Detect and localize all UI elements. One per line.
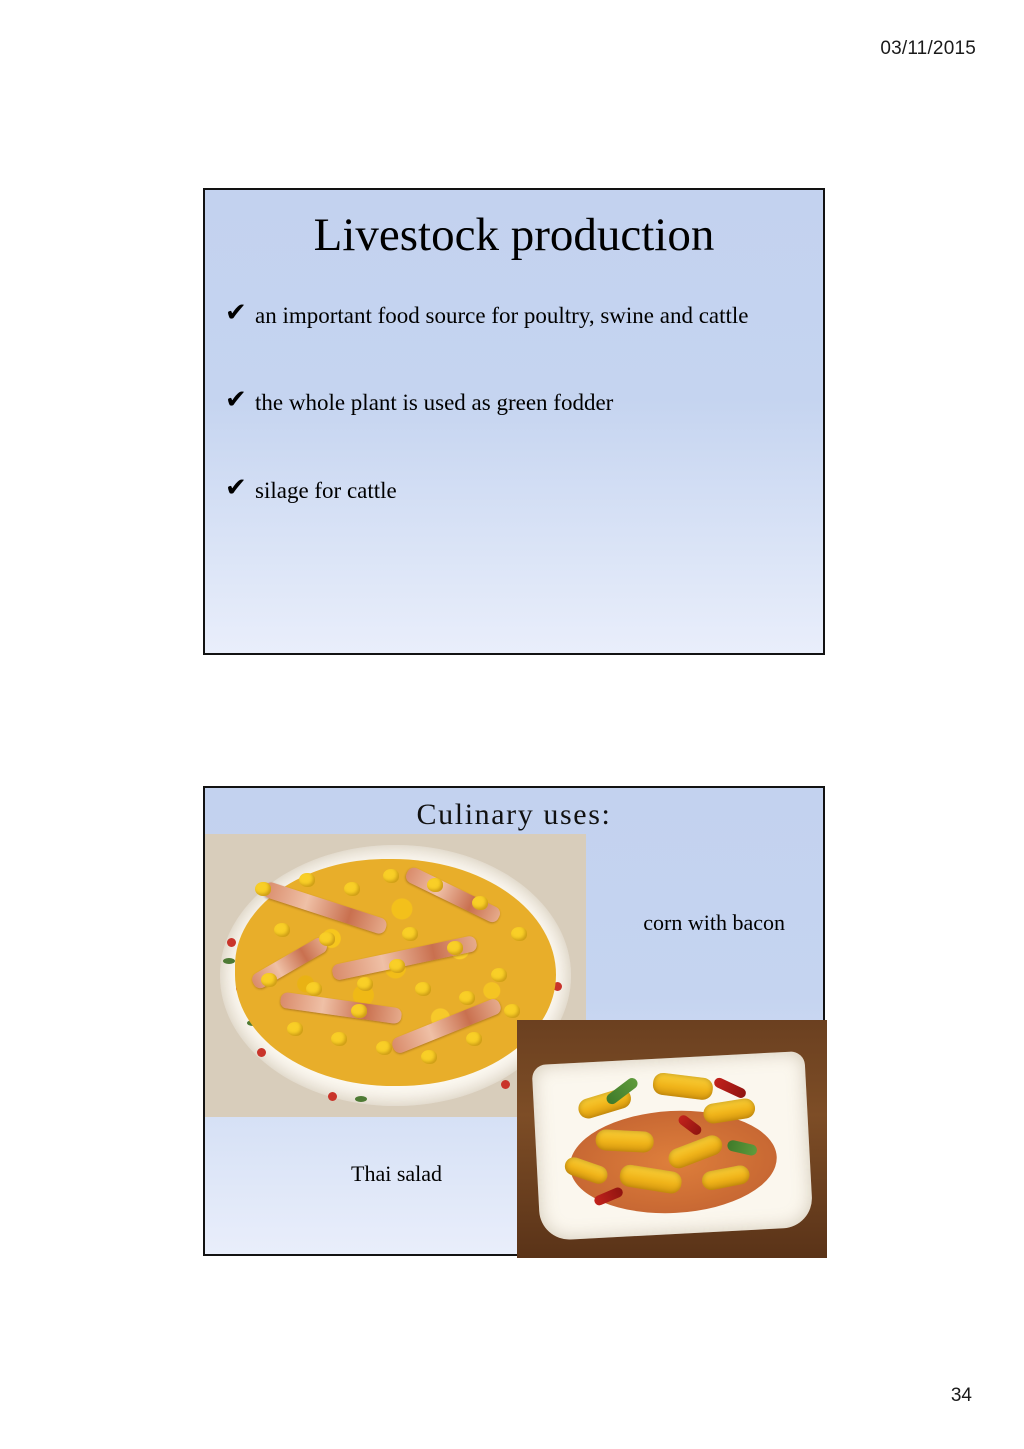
corn-kernel — [376, 1041, 392, 1055]
list-item-label: an important food source for poultry, swine and cattle — [255, 302, 749, 328]
plate-floral-decoration — [257, 1048, 266, 1057]
slide-title: Culinary uses: — [416, 798, 612, 831]
list-item — [217, 297, 823, 330]
baby-corn-cob — [702, 1097, 756, 1125]
corn-kernel — [466, 1032, 482, 1046]
corn-kernel — [504, 1004, 520, 1018]
corn-kernel — [389, 959, 405, 973]
corn-kernel — [357, 977, 373, 991]
corn-kernel — [447, 941, 463, 955]
corn-kernel — [491, 968, 507, 982]
corn-kernel — [274, 923, 290, 937]
plate-shape — [531, 1051, 813, 1241]
caption-thai-salad: Thai salad — [351, 1161, 443, 1186]
plate-floral-decoration — [328, 1092, 337, 1101]
baby-corn-cob — [595, 1130, 654, 1154]
corn-kernel — [511, 927, 527, 941]
red-chili — [712, 1076, 747, 1099]
corn-kernel — [402, 927, 418, 941]
corn-kernel — [459, 991, 475, 1005]
list-item — [217, 472, 823, 505]
corn-kernel — [351, 1004, 367, 1018]
thai-corn-salad-photo — [517, 1020, 827, 1258]
corn-kernel — [287, 1022, 303, 1036]
plate-leaf-decoration — [223, 958, 235, 964]
corn-kernel-pile — [235, 859, 555, 1085]
checkmark-icon: ✔ — [225, 385, 247, 416]
slide-title: Livestock production — [313, 209, 715, 261]
plate-floral-decoration — [227, 938, 236, 947]
corn-kernel — [299, 873, 315, 887]
corn-kernel — [344, 882, 360, 896]
baby-corn-cob — [651, 1071, 713, 1100]
list-item-label: the whole plant is used as green fodder — [255, 390, 614, 416]
plate-floral-decoration — [501, 1080, 510, 1089]
corn-kernel — [306, 982, 322, 996]
plate-leaf-decoration — [355, 1096, 367, 1102]
checkmark-icon: ✔ — [225, 472, 247, 503]
corn-kernel — [319, 932, 335, 946]
corn-kernel — [415, 982, 431, 996]
checkmark-icon: ✔ — [225, 297, 247, 328]
corn-kernel — [427, 878, 443, 892]
bacon-strip — [390, 997, 503, 1055]
corn-kernel — [255, 882, 271, 896]
caption-corn-with-bacon: corn with bacon — [643, 910, 785, 935]
list-item — [217, 385, 823, 417]
date-stamp: 03/11/2015 — [880, 38, 976, 59]
corn-kernel — [331, 1032, 347, 1046]
corn-kernel — [472, 896, 488, 910]
corn-kernel — [383, 869, 399, 883]
corn-kernel — [421, 1050, 437, 1064]
list-item-label: silage for cattle — [255, 477, 397, 503]
slide-livestock-production — [203, 188, 825, 655]
slide-culinary-uses — [203, 786, 825, 1256]
bacon-strip — [280, 991, 403, 1024]
corn-kernel — [261, 973, 277, 987]
bullet-list — [205, 297, 823, 505]
page-number: 34 — [950, 1385, 972, 1406]
